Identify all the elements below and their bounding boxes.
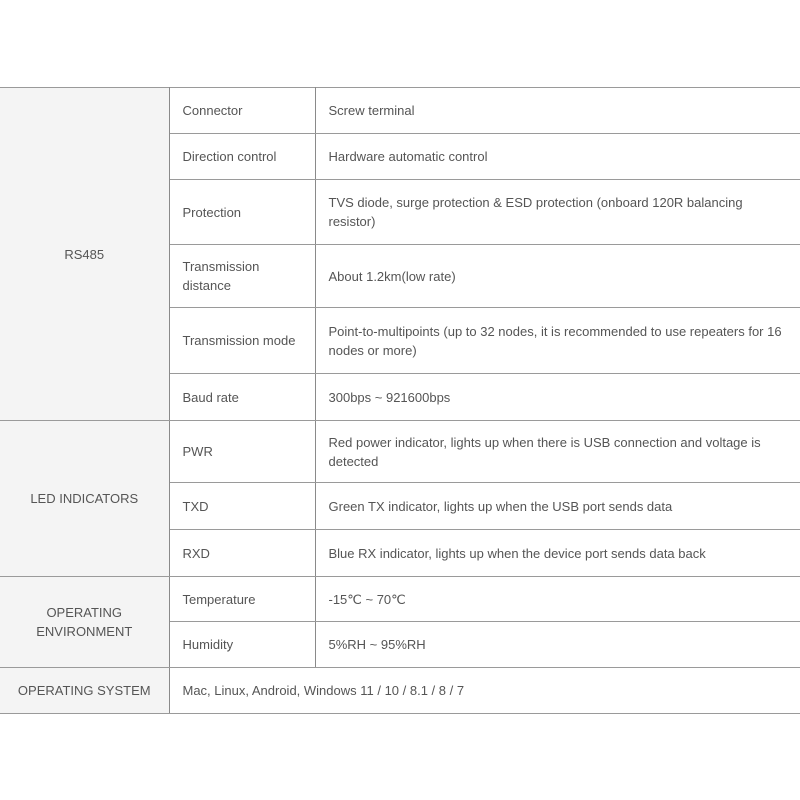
spec-key: TXD [169, 483, 315, 530]
table-row [0, 577, 800, 622]
spec-value: 300bps ~ 921600bps [315, 374, 800, 421]
table-row [0, 421, 800, 483]
spec-value: About 1.2km(low rate) [315, 245, 800, 308]
spec-key: Humidity [169, 622, 315, 668]
table-row [0, 668, 800, 714]
category-cell: LED INDICATORS [0, 421, 169, 577]
spec-value: Hardware automatic control [315, 134, 800, 180]
spec-key: PWR [169, 421, 315, 483]
spec-value: Red power indicator, lights up when there is USB connection and voltage is detected [315, 421, 800, 483]
spec-value: Mac, Linux, Android, Windows 11 / 10 / 8.1 / 8 / 7 [169, 668, 800, 714]
spec-value: -15℃ ~ 70℃ [315, 577, 800, 622]
spec-key: RXD [169, 530, 315, 577]
spec-key: Protection [169, 180, 315, 245]
spec-value: TVS diode, surge protection & ESD protection (onboard 120R balancing resistor) [315, 180, 800, 245]
spec-value: Green TX indicator, lights up when the USB port sends data [315, 483, 800, 530]
spec-key: Connector [169, 88, 315, 134]
spec-value: 5%RH ~ 95%RH [315, 622, 800, 668]
category-cell: OPERATING ENVIRONMENT [0, 577, 169, 668]
category-cell: OPERATING SYSTEM [0, 668, 169, 714]
category-cell: RS485 [0, 88, 169, 421]
spec-key: Transmission mode [169, 308, 315, 374]
spec-key: Baud rate [169, 374, 315, 421]
table-row [0, 88, 800, 134]
spec-key: Direction control [169, 134, 315, 180]
spec-key: Transmission distance [169, 245, 315, 308]
spec-table [0, 87, 800, 714]
spec-key: Temperature [169, 577, 315, 622]
spec-value: Point-to-multipoints (up to 32 nodes, it is recommended to use repeaters for 16 nodes or more) [315, 308, 800, 374]
spec-value: Blue RX indicator, lights up when the device port sends data back [315, 530, 800, 577]
spec-value: Screw terminal [315, 88, 800, 134]
